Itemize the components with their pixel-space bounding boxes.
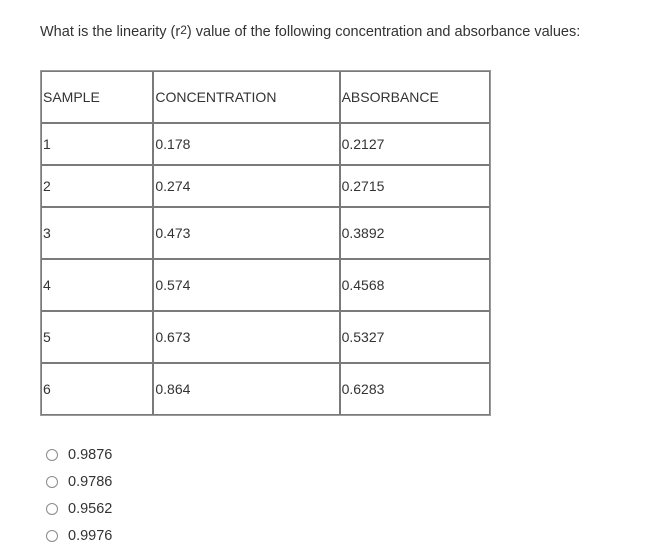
cell-sample: 1 — [41, 123, 153, 165]
table-row — [41, 165, 490, 207]
cell-sample: 3 — [41, 207, 153, 259]
answer-option[interactable] — [46, 495, 112, 522]
radio-button[interactable] — [46, 449, 58, 461]
table-row — [41, 123, 490, 165]
table-row — [41, 363, 490, 415]
question-superscript: 2 — [180, 23, 187, 37]
cell-concentration: 0.574 — [153, 259, 339, 311]
data-table — [40, 70, 491, 416]
table-row — [41, 207, 490, 259]
table-row — [41, 311, 490, 363]
question-suffix: ) value of the following concentration and absorbance values: — [186, 24, 581, 40]
cell-concentration: 0.864 — [153, 363, 339, 415]
cell-sample: 5 — [41, 311, 153, 363]
radio-button[interactable] — [46, 503, 58, 515]
cell-sample: 4 — [41, 259, 153, 311]
cell-absorbance: 0.4568 — [340, 259, 490, 311]
cell-concentration: 0.673 — [153, 311, 339, 363]
radio-button[interactable] — [46, 530, 58, 542]
cell-sample: 6 — [41, 363, 153, 415]
answer-option[interactable] — [46, 522, 112, 549]
table-row — [41, 259, 490, 311]
cell-concentration: 0.178 — [153, 123, 339, 165]
question-prefix: What is the linearity (r — [40, 24, 181, 40]
cell-absorbance: 0.6283 — [340, 363, 490, 415]
answer-options — [46, 441, 112, 549]
cell-absorbance: 0.2715 — [340, 165, 490, 207]
cell-absorbance: 0.2127 — [340, 123, 490, 165]
answer-option-label[interactable]: 0.9562 — [68, 500, 113, 517]
table-header-row — [41, 71, 490, 123]
answer-option[interactable] — [46, 468, 112, 495]
cell-absorbance: 0.5327 — [340, 311, 490, 363]
radio-button[interactable] — [46, 476, 58, 488]
header-concentration: CONCENTRATION — [153, 71, 339, 123]
answer-option-label[interactable]: 0.9786 — [68, 473, 113, 490]
cell-concentration: 0.274 — [153, 165, 339, 207]
header-sample: SAMPLE — [41, 71, 153, 123]
answer-option[interactable] — [46, 441, 112, 468]
question-text — [40, 22, 580, 42]
cell-absorbance: 0.3892 — [340, 207, 490, 259]
cell-sample: 2 — [41, 165, 153, 207]
header-absorbance: ABSORBANCE — [340, 71, 490, 123]
answer-option-label[interactable]: 0.9976 — [68, 527, 113, 544]
cell-concentration: 0.473 — [153, 207, 339, 259]
answer-option-label[interactable]: 0.9876 — [68, 446, 113, 463]
